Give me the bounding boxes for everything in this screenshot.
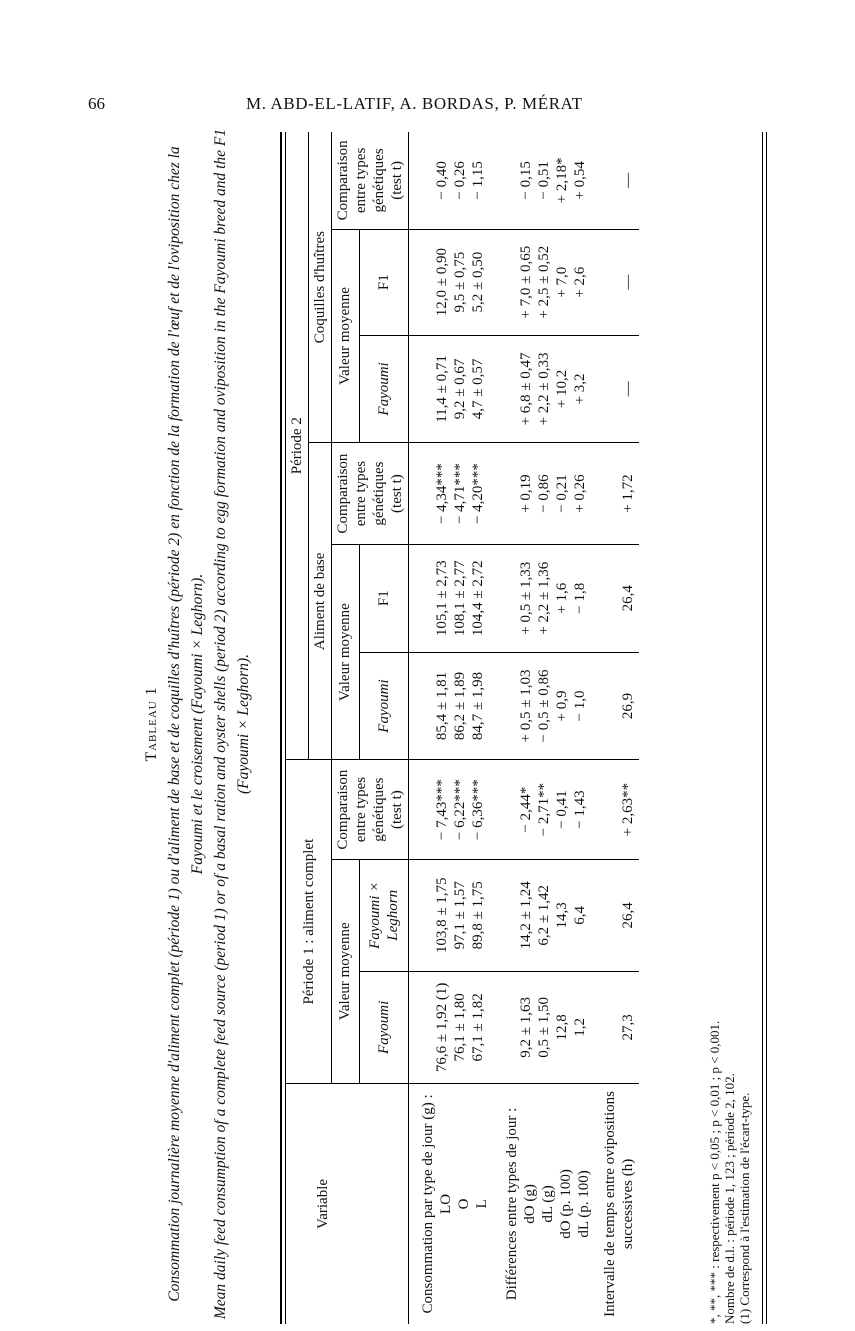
cell: − 1,43 xyxy=(572,790,588,829)
header-mean-shells: Valeur moyenne xyxy=(332,229,360,443)
g3-s-cmp: — xyxy=(595,132,639,229)
g3-b-cmp: + 1,72 xyxy=(595,443,639,544)
header-cmp-shells: Comparaison entre types génétiques (test t) xyxy=(332,132,409,229)
g2-s-fay xyxy=(493,335,595,443)
cell: 12,8 xyxy=(554,1014,570,1041)
g2-p1-fay xyxy=(493,971,595,1083)
cell: 84,7 ± 1,98 xyxy=(470,671,486,741)
cell: 9,2 ± 1,63 xyxy=(518,996,534,1058)
page-header xyxy=(0,94,855,124)
cell: 86,2 ± 1,89 xyxy=(452,671,468,741)
g1-b-cmp xyxy=(409,443,494,544)
table-top-rule xyxy=(280,132,282,1324)
running-authors: M. ABD-EL-LATIF, A. BORDAS, P. MÉRAT xyxy=(246,94,583,113)
table-bottom-rule xyxy=(762,132,763,1324)
cell: − 0,86 xyxy=(536,474,552,513)
cell: + 0,54 xyxy=(572,161,588,200)
g2-b-cmp xyxy=(493,443,595,544)
row-label: dO (g) xyxy=(522,1184,538,1224)
table-row-group2 xyxy=(493,132,595,1324)
footnote: Nombre de d.l. : période 1, 123 ; période 2, 102. xyxy=(722,1073,737,1324)
cell: 6,2 ± 1,42 xyxy=(536,884,552,946)
cell: + 2,2 ± 1,36 xyxy=(536,561,552,635)
cell: 1,2 xyxy=(572,1017,588,1037)
cell: − 0,41 xyxy=(554,790,570,829)
row-label: O xyxy=(456,1198,472,1210)
footnote: (1) Correspond à l'estimation de l'écart-type. xyxy=(737,1092,752,1324)
cell: 67,1 ± 1,82 xyxy=(470,993,486,1062)
g2-b-f1 xyxy=(493,544,595,652)
header-cmp-p1: Comparaison entre types génétiques (test t) xyxy=(332,760,409,859)
g3-b-f1: 26,4 xyxy=(595,544,639,652)
g1-p1-cmp xyxy=(409,760,494,859)
cell: − 1,0 xyxy=(572,690,588,722)
cell: 104,4 ± 2,72 xyxy=(470,560,486,637)
g1-b-f1 xyxy=(409,544,494,652)
cell: 14,2 ± 1,24 xyxy=(518,881,534,950)
table-row-group1 xyxy=(409,132,494,1324)
cell: 105,1 ± 2,73 xyxy=(434,560,450,637)
footnote: *, **, *** : respectivement p < 0,05 ; p < 0,01 ; p < 0,001. xyxy=(707,1020,722,1324)
cell: 11,4 ± 0,71 xyxy=(434,355,450,423)
group1-variable xyxy=(409,1083,494,1324)
group2-title: Différences entre types de jour : xyxy=(504,1107,520,1301)
cell: + 2,18* xyxy=(554,157,570,204)
cell: 12,0 ± 0,90 xyxy=(434,248,450,317)
cell: + 6,8 ± 0,47 xyxy=(518,352,534,426)
cell: 9,5 ± 0,75 xyxy=(452,251,468,313)
g1-s-fay xyxy=(409,335,494,443)
cell: 89,8 ± 1,75 xyxy=(470,881,486,950)
cell: 85,4 ± 1,81 xyxy=(434,671,450,741)
g2-p1-cmp xyxy=(493,760,595,859)
cell: 6,4 xyxy=(572,905,588,925)
cell: − 6,36*** xyxy=(470,779,486,841)
g3-p1-fxl: 26,4 xyxy=(595,859,639,971)
g2-b-fay xyxy=(493,652,595,760)
cell: − 4,71*** xyxy=(452,463,468,525)
cell: + 3,2 xyxy=(572,373,588,405)
g1-s-f1 xyxy=(409,229,494,335)
header-fayoumi-p1: Fayoumi xyxy=(359,971,408,1083)
cell: − 4,34*** xyxy=(434,463,450,525)
cell: 4,7 ± 0,57 xyxy=(470,358,486,420)
header-cmp-basal: Comparaison entre types génétiques (test t) xyxy=(332,443,409,544)
g1-p1-fay xyxy=(409,971,494,1083)
cell: 5,2 ± 0,50 xyxy=(470,251,486,313)
row-label: dL (p. 100) xyxy=(576,1170,592,1238)
cell: + 0,19 xyxy=(518,474,534,513)
header-mean-basal: Valeur moyenne xyxy=(332,544,360,760)
g1-s-cmp xyxy=(409,132,494,229)
g3-s-f1: — xyxy=(595,229,639,335)
cell: − 1,8 xyxy=(572,582,588,614)
cell: + 7,0 xyxy=(554,266,570,298)
caption-french: Consommation journalière moyenne d'aliment complet (période 1) ou d'aliment de base et de coquilles d'huîtres (période 2) en fonction de la formation de l'œuf et de l'oviposition chez la Fayoumi et le croisement (Fayoumi × Leghorn). xyxy=(166,146,206,1302)
header-shells: Coquilles d'huîtres xyxy=(309,132,332,443)
table-label: Tableau 1 xyxy=(143,686,160,762)
g2-s-cmp xyxy=(493,132,595,229)
cell: − 0,5 ± 0,86 xyxy=(536,669,552,743)
g2-s-f1 xyxy=(493,229,595,335)
header-period1: Période 1 : aliment complet xyxy=(286,760,332,1083)
cell: − 6,22*** xyxy=(452,779,468,841)
cell: + 2,2 ± 0,33 xyxy=(536,352,552,426)
cell: 14,3 xyxy=(554,902,570,929)
cell: + 0,9 xyxy=(554,690,570,722)
cell: + 10,2 xyxy=(554,369,570,409)
data-table xyxy=(286,132,639,1324)
row-label: dO (p. 100) xyxy=(558,1169,574,1239)
cell: − 2,44* xyxy=(518,786,534,833)
cell: − 0,40 xyxy=(434,161,450,200)
g3-s-fay: — xyxy=(595,335,639,443)
table-caption xyxy=(132,124,255,1324)
table-row-group3 xyxy=(595,132,639,1324)
cell: + 0,26 xyxy=(572,474,588,513)
cell: 108,1 ± 2,77 xyxy=(452,560,468,637)
g1-p1-fxl xyxy=(409,859,494,971)
group3-title: Intervalle de temps entre ovipositions successives (h) xyxy=(602,1091,636,1317)
header-basal: Aliment de base xyxy=(309,443,332,760)
cell: 97,1 ± 1,57 xyxy=(452,881,468,950)
header-fayoumi-shells: Fayoumi xyxy=(359,335,408,443)
cell: + 2,6 xyxy=(572,266,588,298)
header-fayoumi-basal: Fayoumi xyxy=(359,652,408,760)
row-label: dL (g) xyxy=(540,1185,556,1223)
cell: 76,1 ± 1,80 xyxy=(452,993,468,1062)
header-period2: Période 2 xyxy=(286,132,309,760)
cell: 0,5 ± 1,50 xyxy=(536,996,552,1058)
header-mean-p1: Valeur moyenne xyxy=(332,859,360,1083)
cell: − 0,26 xyxy=(452,161,468,200)
cell: + 0,5 ± 1,03 xyxy=(518,669,534,743)
g2-p1-fxl xyxy=(493,859,595,971)
cell: 9,2 ± 0,67 xyxy=(452,358,468,420)
header-variable: Variable xyxy=(314,1178,331,1229)
rotated-table-block xyxy=(132,124,782,1324)
cell: 76,6 ± 1,92 (1) xyxy=(434,982,450,1073)
group2-variable xyxy=(493,1083,595,1324)
row-label: LO xyxy=(438,1193,454,1214)
cell: − 0,21 xyxy=(554,474,570,513)
cell: − 2,71** xyxy=(536,782,552,837)
g3-b-fay: 26,9 xyxy=(595,652,639,760)
cell: + 7,0 ± 0,65 xyxy=(518,245,534,319)
table-bottom-rule-2 xyxy=(766,132,767,1324)
table-footnotes xyxy=(707,224,752,1324)
g3-p1-cmp: + 2,63** xyxy=(595,760,639,859)
cell: + 0,5 ± 1,33 xyxy=(518,561,534,635)
cell: − 0,51 xyxy=(536,161,552,200)
header-fxl-p1: Fayoumi × Leghorn xyxy=(359,859,408,971)
g3-p1-fay: 27,3 xyxy=(595,971,639,1083)
cell: − 7,43*** xyxy=(434,779,450,841)
cell: 103,8 ± 1,75 xyxy=(434,877,450,954)
cell: − 4,20*** xyxy=(470,463,486,525)
cell: − 0,15 xyxy=(518,161,534,200)
group1-title: Consommation par type de jour (g) : xyxy=(420,1094,436,1314)
cell: + 1,6 xyxy=(554,582,570,614)
row-label: L xyxy=(474,1199,490,1209)
g1-b-fay xyxy=(409,652,494,760)
header-f1-basal: F1 xyxy=(359,544,408,652)
cell: + 2,5 ± 0,52 xyxy=(536,245,552,319)
cell: − 1,15 xyxy=(470,161,486,200)
caption-english: Mean daily feed consumption of a complete feed source (period 1) or of a basal ration and oyster shells (period 2) according to egg formation and oviposition in the Fayoumi breed and the F1 (Fayoumi × Leghorn). xyxy=(212,128,252,1320)
header-f1-shells: F1 xyxy=(359,229,408,335)
page-number: 66 xyxy=(88,94,105,113)
